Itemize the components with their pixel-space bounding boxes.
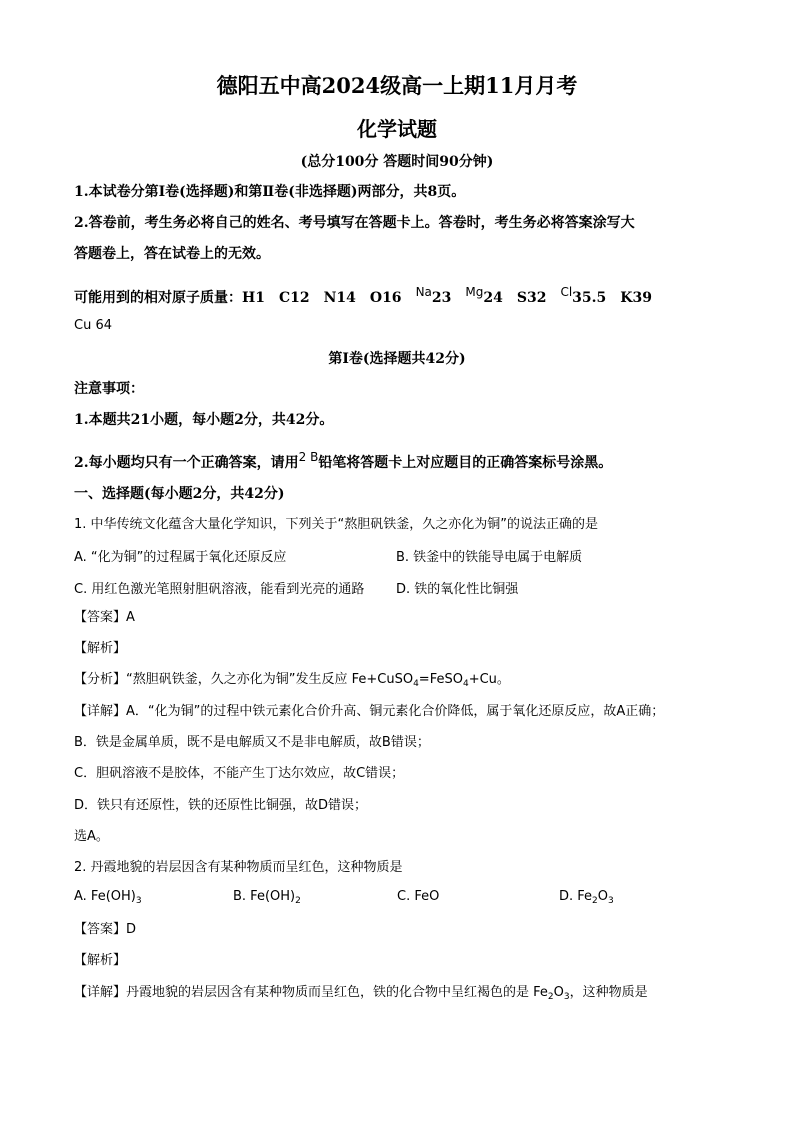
q1-option-a: A. “化为铜”的过程属于氧化还原反应 [74, 550, 287, 565]
atom-mg: Mg24 [465, 285, 503, 306]
q1-analysis: 【解析】 [74, 641, 127, 656]
q1-detail-4: D．铁只有还原性，铁的还原性比铜强，故D错误； [74, 798, 368, 813]
q1-conclusion: 选A。 [74, 829, 109, 844]
q2-stem: 2. 丹霞地貌的岩层因含有某种物质而呈红色，这种物质是 [74, 860, 403, 875]
atom-h: H1 [242, 290, 265, 306]
atom-n: N14 [323, 290, 356, 306]
notice-label: 注意事项： [74, 381, 144, 397]
atom-c: C12 [278, 290, 310, 306]
atom-na: Na23 [415, 285, 452, 306]
atom-s: S32 [516, 290, 547, 306]
notice-2: 2.每小题均只有一个正确答案，请用2 B铅笔将答题卡上对应题目的正确答案标号涂黑。 [74, 450, 613, 471]
q2-answer: 【答案】D [74, 922, 137, 937]
atom-k: K39 [620, 290, 652, 306]
q1-fenxi: 【分析】“熬胆矾铁釜，久之亦化为铜”发生反应 Fe+CuSO$_4$=FeSO$_4$+Cu。 [74, 672, 510, 689]
q1-answer: 【答案】A [74, 610, 135, 625]
exam-meta: (总分100分 答题时间90分钟) [300, 154, 494, 170]
atom-cu: Cu 64 [74, 318, 112, 333]
atom-cl: Cl35.5 [560, 285, 607, 306]
q2-detail: 【详解】丹霞地貌的岩层因含有某种物质而呈红色，铁的化合物中呈红褐色的是 $Fe_2O_3$，这种物质是 [74, 985, 648, 1002]
instruction-2: 2.答卷前，考生务必将自己的姓名、考号填写在答题卡上。答卷时，考生务必将答案涂写大 [74, 215, 635, 231]
notice-1: 1.本题共21小题，每小题2分，共42分。 [74, 412, 334, 428]
q2-option-d: D. $Fe_2O_3$ [559, 889, 614, 906]
q1-stem: 1. 中华传统文化蕴含大量化学知识，下列关于“熬胆矾铁釜，久之亦化为铜”的说法正确的是 [74, 517, 599, 532]
atomic-masses-label: 可能用到的相对原子质量： [74, 290, 242, 306]
q2-analysis: 【解析】 [74, 953, 127, 968]
exam-subject: 化学试题 [357, 117, 437, 141]
section-heading: 一、选择题(每小题2分，共42分) [74, 486, 285, 502]
q1-option-c: C. 用红色激光笔照射胆矾溶液，能看到光亮的通路 [74, 582, 365, 597]
q2-option-c: C. FeO [397, 889, 440, 904]
instruction-2-cont: 答题卷上，答在试卷上的无效。 [74, 246, 270, 262]
instruction-1: 1.本试卷分第Ⅰ卷(选择题)和第Ⅱ卷(非选择题)两部分，共8页。 [74, 184, 466, 200]
exam-title: 德阳五中高2024级高一上期11月月考 [216, 73, 578, 98]
q1-detail-3: C．胆矾溶液不是胶体，不能产生丁达尔效应，故C错误； [74, 766, 405, 781]
q1-detail-1: 【详解】A．“化为铜”的过程中铁元素化合价升高、铜元素化合价降低，属于氧化还原反应，故A正确； [74, 704, 665, 719]
atom-o: O16 [369, 290, 402, 306]
q1-option-b: B. 铁釜中的铁能导电属于电解质 [396, 550, 583, 565]
q2-option-a: A. $Fe(OH)_3$ [74, 889, 142, 906]
atomic-masses [74, 282, 724, 308]
q2-option-b: B. $Fe(OH)_2$ [233, 889, 301, 906]
part1-heading: 第Ⅰ卷(选择题共42分) [328, 351, 466, 367]
q1-option-d: D. 铁的氧化性比铜强 [396, 582, 519, 597]
q1-detail-2: B．铁是金属单质，既不是电解质又不是非电解质，故B错误； [74, 735, 430, 750]
